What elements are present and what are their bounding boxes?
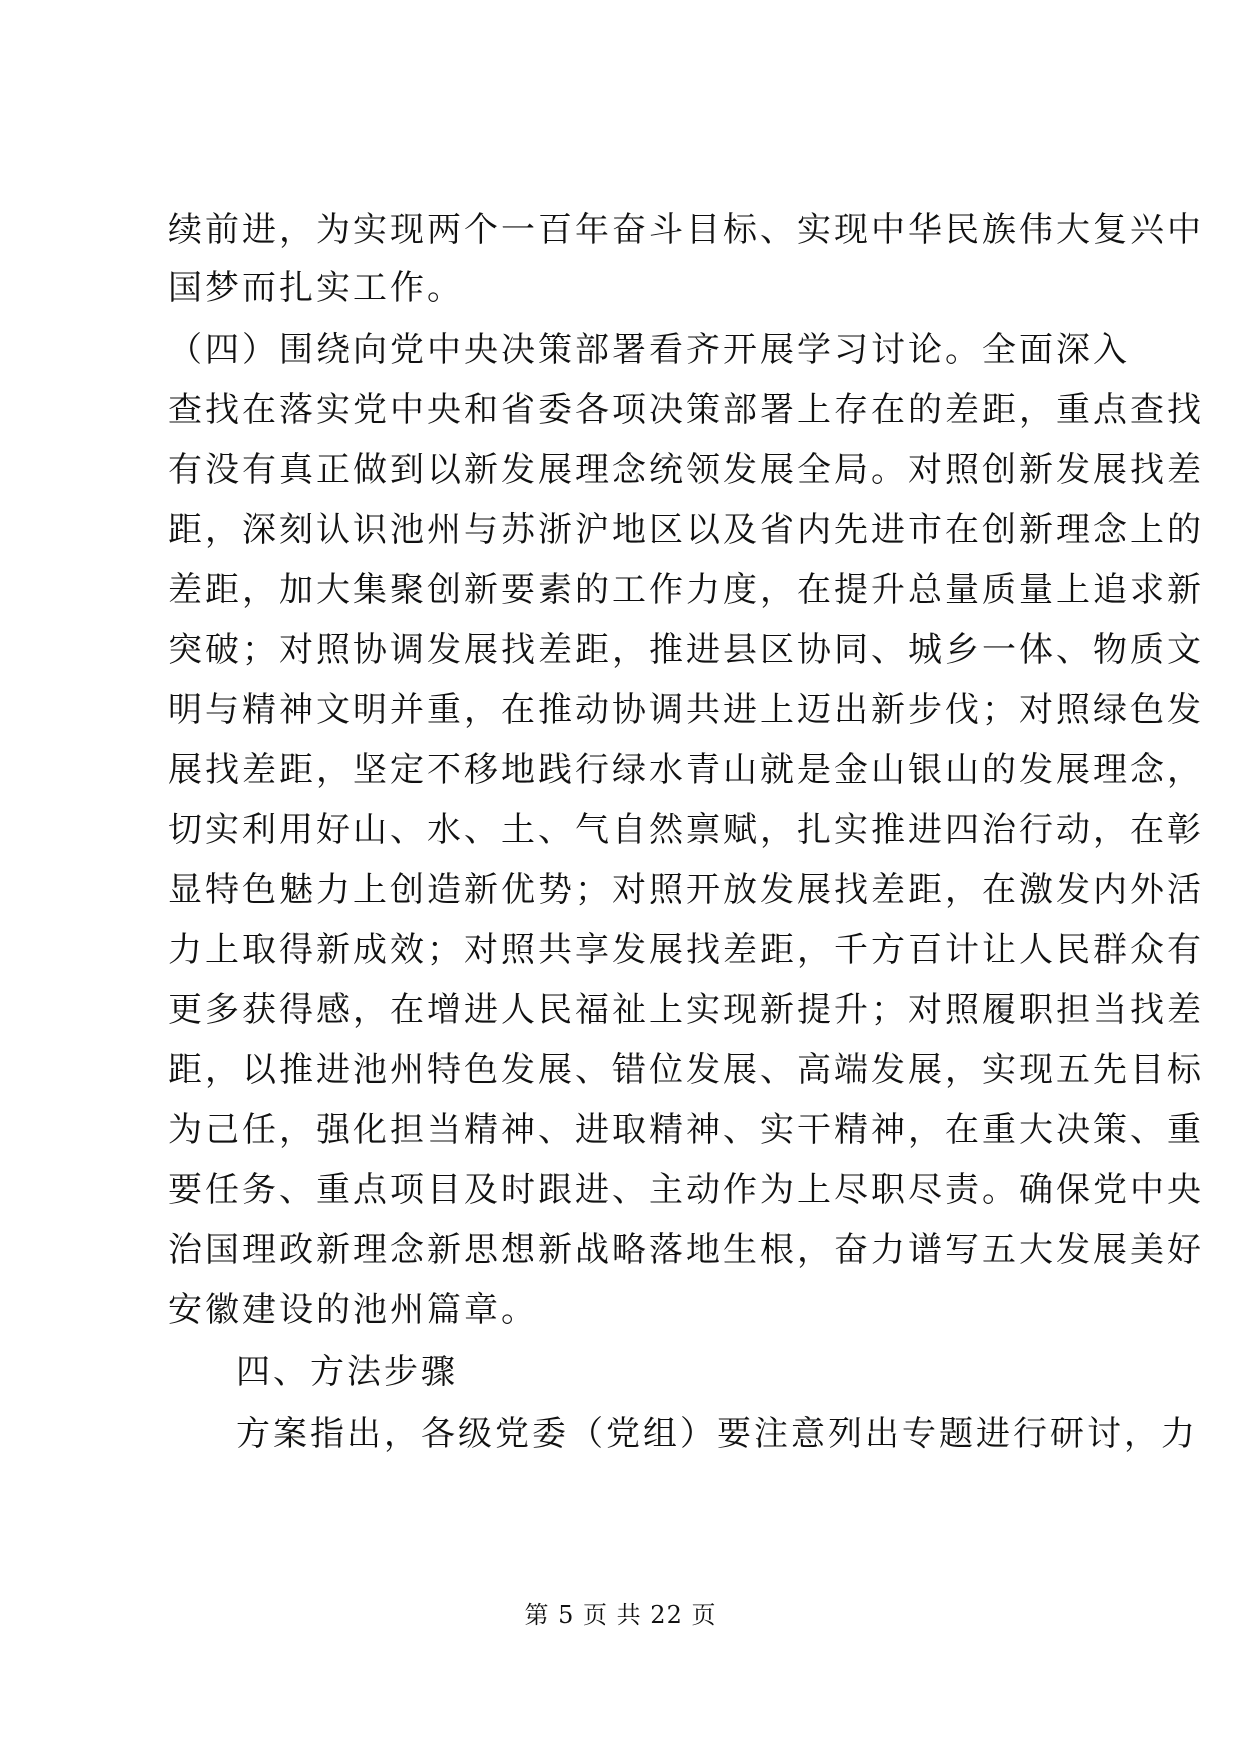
text-line: 差距，加大集聚创新要素的工作力度，在提升总量质量上追求新	[168, 570, 1204, 610]
text-line: 国梦而扎实工作。	[168, 268, 464, 308]
paragraph-heading-line: （四）围绕向党中央决策部署看齐开展学习讨论。全面深入	[168, 330, 1130, 370]
text-line: 距，以推进池州特色发展、错位发展、高端发展，实现五先目标	[168, 1050, 1204, 1090]
text-line: 切实利用好山、水、土、气自然禀赋，扎实推进四治行动，在彰	[168, 810, 1204, 850]
page-number-footer: 第 5 页 共 22 页	[524, 1601, 717, 1629]
text-line: 距，深刻认识池州与苏浙沪地区以及省内先进市在创新理念上的	[168, 510, 1204, 550]
text-line: 为己任，强化担当精神、进取精神、实干精神，在重大决策、重	[168, 1110, 1204, 1150]
text-line: 要任务、重点项目及时跟进、主动作为上尽职尽责。确保党中央	[168, 1170, 1204, 1210]
text-line: 力上取得新成效；对照共享发展找差距，千方百计让人民群众有	[168, 930, 1204, 970]
text-line: 展找差距，坚定不移地践行绿水青山就是金山银山的发展理念，	[168, 750, 1204, 790]
section-heading: 四、方法步骤	[236, 1352, 458, 1392]
text-line: 查找在落实党中央和省委各项决策部署上存在的差距，重点查找	[168, 390, 1204, 430]
text-line: 续前进，为实现两个一百年奋斗目标、实现中华民族伟大复兴中	[168, 210, 1204, 250]
text-line: 更多获得感，在增进人民福祉上实现新提升；对照履职担当找差	[168, 990, 1204, 1030]
text-line: 安徽建设的池州篇章。	[168, 1290, 538, 1330]
text-line: 有没有真正做到以新发展理念统领发展全局。对照创新发展找差	[168, 450, 1204, 490]
text-line: 明与精神文明并重，在推动协调共进上迈出新步伐；对照绿色发	[168, 690, 1204, 730]
text-line: 方案指出，各级党委（党组）要注意列出专题进行研讨，力	[236, 1414, 1198, 1454]
text-line: 治国理政新理念新思想新战略落地生根，奋力谱写五大发展美好	[168, 1230, 1204, 1270]
text-line: 显特色魅力上创造新优势；对照开放发展找差距，在激发内外活	[168, 870, 1204, 910]
text-line: 突破；对照协调发展找差距，推进县区协同、城乡一体、物质文	[168, 630, 1204, 670]
